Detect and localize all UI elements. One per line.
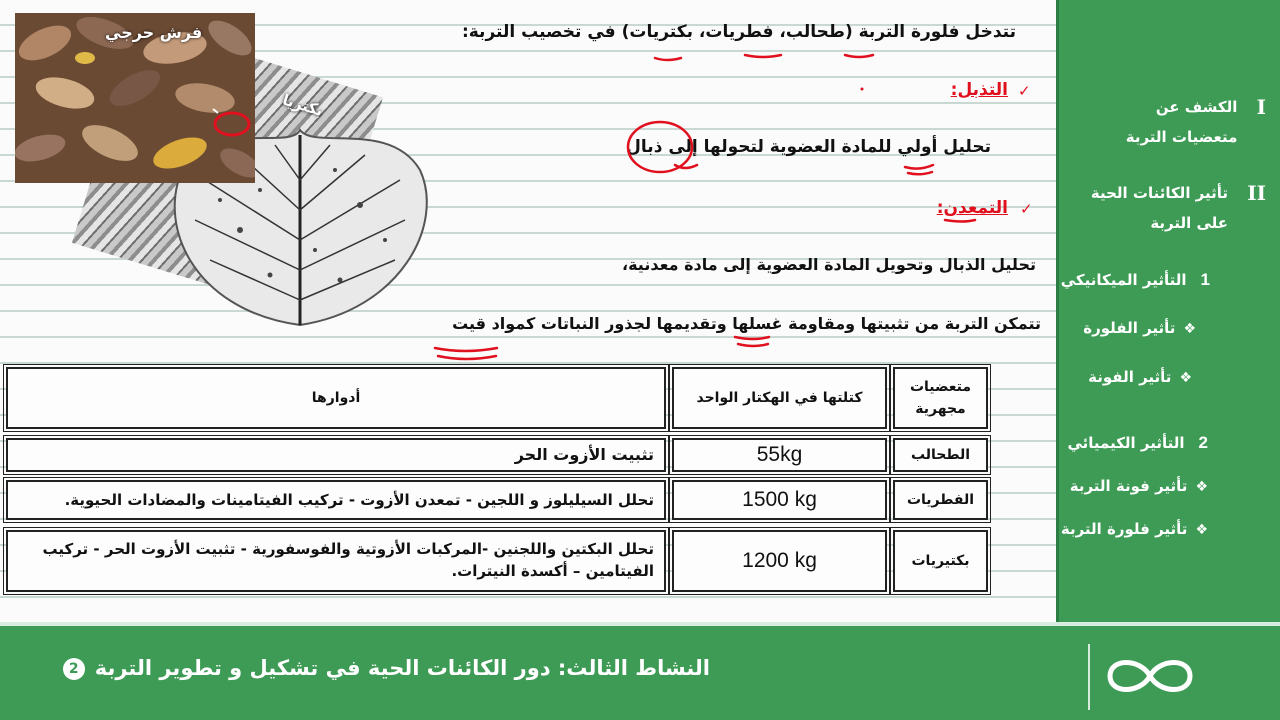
diamond-bullet-icon: ❖: [1179, 370, 1192, 386]
table-cell-mass: 1200 kg: [672, 530, 887, 592]
intro-sentence: تتدخل فلورة التربة (طحالب، فطريات، بكتريات) في تخصيب التربة:: [461, 22, 1016, 42]
section-heading-humification: التذبل:: [950, 80, 1008, 100]
outline-subitem-flora[interactable]: ❖تأثير الفلورة: [1083, 319, 1196, 337]
table-cell-organism: الفطريات: [893, 480, 988, 520]
table-header-organisms: متعضيات مجهرية: [893, 367, 988, 429]
section-heading-mineralization: التمعدن:: [936, 198, 1008, 218]
section-text-mineralization-1: تحليل الذبال وتحويل المادة العضوية إلى مادة معدنية،: [622, 255, 1036, 274]
bacteria-photo-label: بكتريا: [280, 90, 326, 120]
checkmark-icon: ✓: [1020, 200, 1033, 218]
diamond-bullet-icon: ❖: [1195, 522, 1208, 538]
table-cell-organism: بكتيريات: [893, 530, 988, 592]
outline-item-1[interactable]: I الكشف عن متعضيات التربة: [1125, 95, 1266, 146]
activity-number-badge: 2: [63, 658, 85, 680]
infinity-logo-icon: [1100, 648, 1200, 704]
outline-subitem-fauna[interactable]: ❖تأثير الفونة: [1088, 368, 1192, 386]
table-cell-roles: تحلل البكتين واللجنين -المركبات الأزوتية والفوسفورية - تثبيت الأزوت الحر - تركيب الفيتامين – أكسدة النيترات.: [6, 530, 666, 592]
footer-bar: [0, 622, 1280, 720]
lesson-outline-sidebar: [1056, 0, 1280, 622]
leaf-litter-photo: [15, 13, 255, 183]
section-text-humification: تحليل أولي للمادة العضوية لتحولها إلى ذبال: [626, 137, 991, 157]
table-cell-roles: تثبيت الأزوت الحر: [6, 438, 666, 472]
section-text-mineralization-2: تتمكن التربة من تثبيتها ومقاومة غسلها وتقديمها لجذور النباتات كمواد قيت: [452, 314, 1041, 333]
word-fungi: فطريات: [705, 22, 774, 42]
table-cell-mass: 55kg: [672, 438, 887, 472]
leaf-litter-label: فرش حرجي: [105, 23, 203, 42]
outline-subitem-chemical[interactable]: 2التأثير الكيميائي: [1067, 433, 1208, 452]
diamond-bullet-icon: ❖: [1195, 479, 1208, 495]
word-algae: طحالب: [785, 22, 845, 42]
outline-subitem-mechanical[interactable]: 1التأثير الميكانيكي: [1060, 270, 1210, 289]
table-header-roles: أدوارها: [6, 367, 666, 429]
table-header-mass: كتلتها في الهكتار الواحد: [672, 367, 887, 429]
table-cell-organism: الطحالب: [893, 438, 988, 472]
activity-title: النشاط الثالث: دور الكائنات الحية في تشكيل و تطوير التربة2: [63, 656, 710, 680]
table-cell-roles: تحلل السيليلوز و اللجين - تمعدن الأزوت - تركيب الفيتامينات والمضادات الحيوية.: [6, 480, 666, 520]
word-bacteria: بكتريات: [629, 22, 693, 42]
table-cell-mass: 1500 kg: [672, 480, 887, 520]
outline-subitem-soil-flora[interactable]: ❖تأثير فلورة التربة: [1060, 520, 1208, 538]
outline-subitem-soil-fauna[interactable]: ❖تأثير فونة التربة: [1069, 477, 1208, 495]
footer-divider: [1088, 644, 1090, 710]
outline-item-2[interactable]: II تأثير الكائنات الحية على التربة: [1090, 181, 1266, 232]
checkmark-icon: ✓: [1018, 82, 1031, 100]
diamond-bullet-icon: ❖: [1183, 321, 1196, 337]
